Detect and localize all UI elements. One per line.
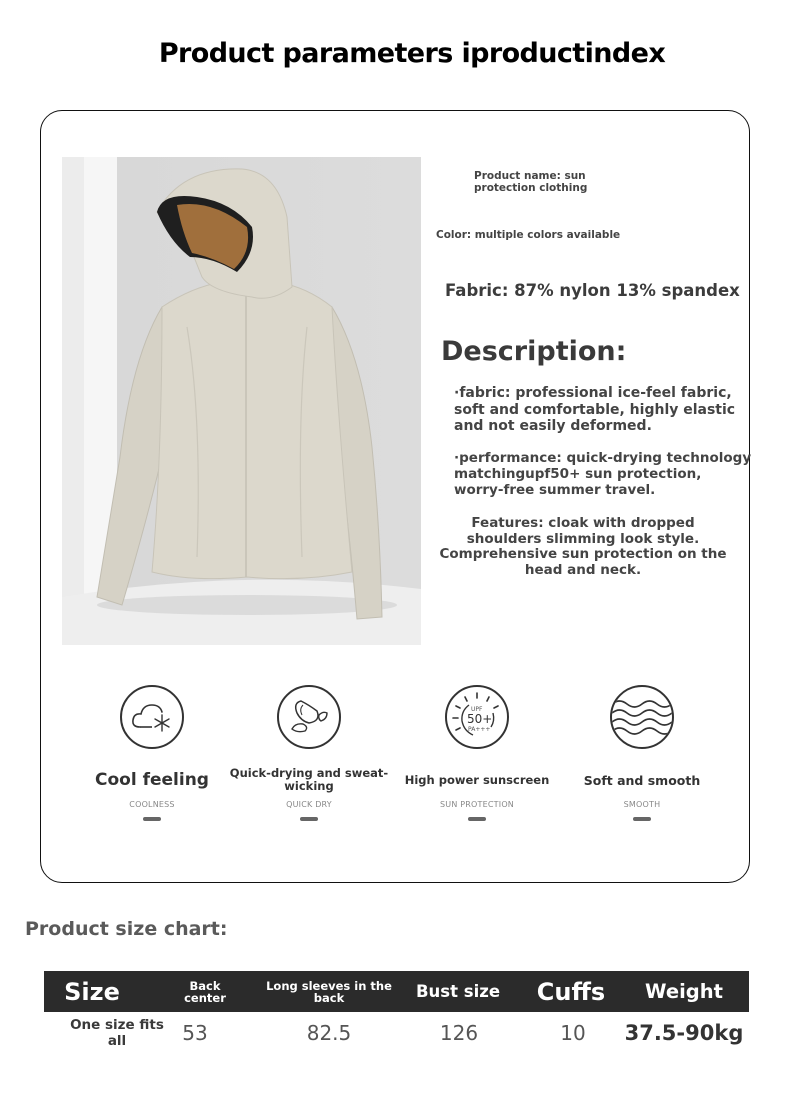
jacket-illustration [62,157,421,645]
size-chart-title: Product size chart: [25,918,228,940]
spec-product-name: Product name: sun protection clothing [474,170,588,194]
feature-soft-smooth [557,685,727,821]
column-header-back-center: Back center [184,978,226,1005]
description-fabric: ·fabric: professional ice-feel fabric, soft and comfortable, highly elastic and not easily deformed. [454,385,736,434]
sun-upf-icon [445,685,509,749]
cell-back-center: 53 [182,1021,208,1045]
column-header-weight: Weight [645,980,723,1003]
svg-text:UPF: UPF [471,706,483,713]
feature-label: Soft and smooth [583,772,701,788]
cell-sleeve-length: 82.5 [306,1021,352,1045]
cloud-snowflake-icon [120,685,184,749]
description-features: Features: cloak with dropped shoulders slimming look style. Comprehensive sun protection on the head and neck. [439,515,727,578]
column-header-sleeve-length: Long sleeves in the back [266,978,392,1005]
column-header-size: Size [64,977,120,1006]
feature-label: High power sunscreen [404,772,550,787]
table-row [44,1014,749,1052]
svg-text:PA+++: PA+++ [468,726,491,733]
svg-text:50+: 50+ [467,712,493,726]
waves-icon [610,685,674,749]
cell-cuffs: 10 [560,1021,586,1045]
feature-divider [300,817,318,821]
description-title: Description: [441,336,627,367]
feature-divider [633,817,651,821]
size-chart-header [44,971,749,1012]
cell-size: One size fits all [70,1017,164,1049]
feature-sublabel: COOLNESS [129,800,175,809]
feature-sublabel: SUN PROTECTION [440,800,514,809]
feature-label: Quick-drying and sweat-wicking [229,766,389,793]
feature-cool-feeling [67,685,237,821]
description-performance: ·performance: quick-drying technology matchingupf50+ sun protection, worry-free summer travel. [454,450,752,498]
cell-bust-size: 126 [439,1021,479,1045]
product-photo [62,157,421,645]
spec-fabric: Fabric: 87% nylon 13% spandex [445,281,740,300]
feature-sublabel: SMOOTH [623,800,661,809]
feature-divider [143,817,161,821]
column-header-bust-size: Bust size [415,982,501,1001]
feature-divider [468,817,486,821]
feature-quick-drying [224,685,394,821]
water-drops-icon [277,685,341,749]
column-header-cuffs: Cuffs [536,977,606,1006]
spec-color: Color: multiple colors available [436,229,621,241]
feature-sun-protection [392,685,562,821]
feature-sublabel: QUICK DRY [286,800,332,809]
feature-label: Cool feeling [95,769,209,790]
page-title: Product parameters iproductindex [158,38,666,69]
cell-weight: 37.5-90kg [624,1021,744,1045]
